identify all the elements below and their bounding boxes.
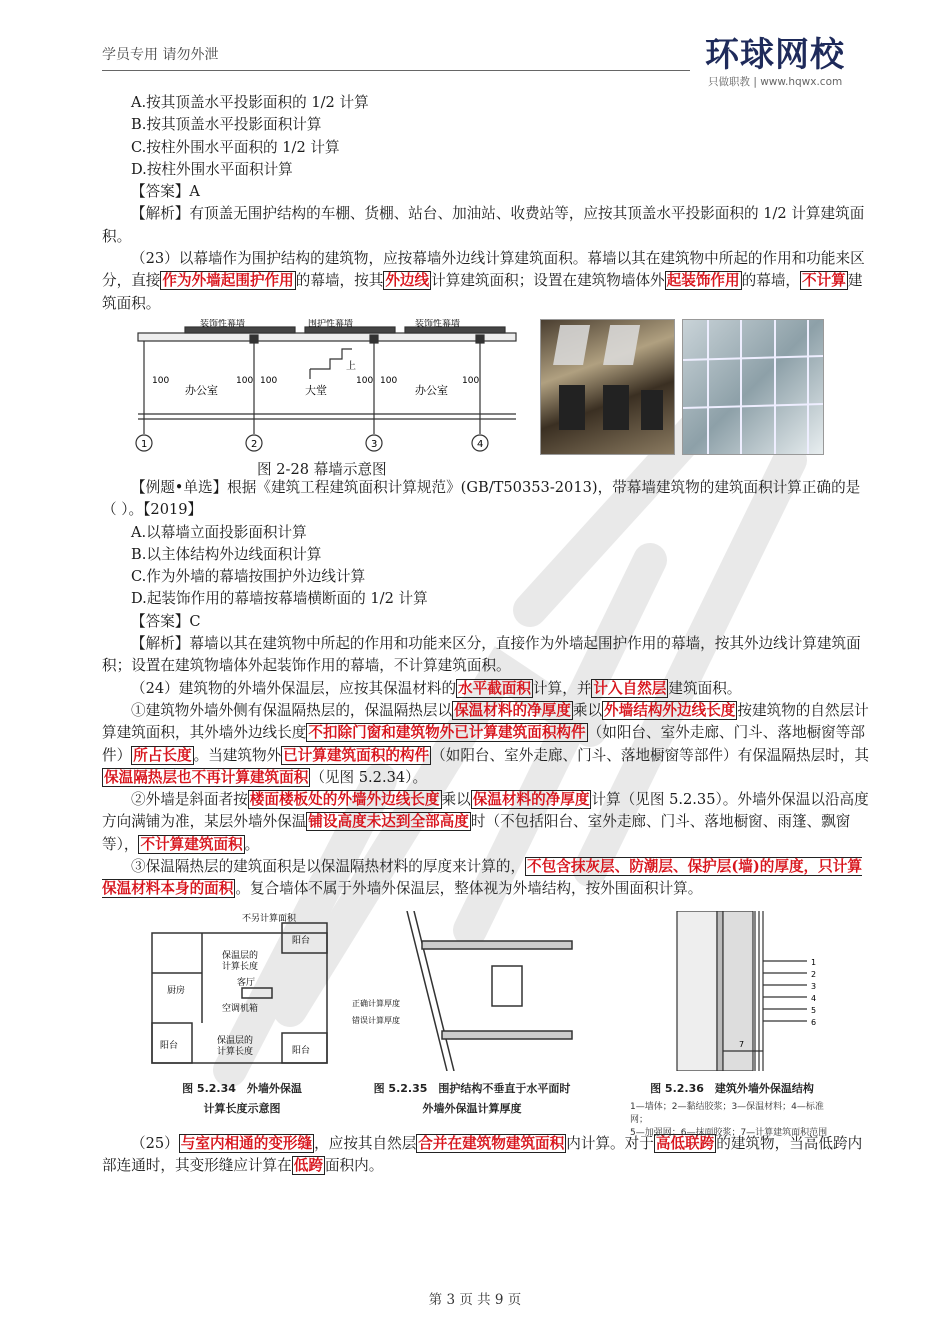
fig-dim: 100 (356, 375, 374, 386)
legend-line: 5—加强网；6—抹面胶浆；7—计算建筑面积范围 (630, 1127, 828, 1138)
highlight: 低跨 (293, 1156, 323, 1174)
highlight: 外墙结构外边线长度 (604, 701, 736, 719)
text: （23）以幕墙作为围护结构的建筑物，应按幕墙外边线计算建筑面积。幕墙以其在建筑物中所起的作用和功能来区分，直接 (102, 250, 865, 290)
label: 客厅 (237, 977, 256, 988)
fig-axis-4: 4 (477, 438, 484, 450)
highlight: 水平截面积 (458, 679, 532, 697)
example-option-d: D.起装饰作用的幕墙按幕墙横断面的 1/2 计算 (131, 590, 428, 608)
highlight: 楼面楼板处的外墙外边线长度 (249, 791, 440, 809)
label: 7 (739, 1039, 745, 1049)
text: 。当建筑物外 (193, 746, 282, 764)
q22-answer: 【答案】A (131, 183, 200, 201)
example-stem (102, 477, 872, 522)
analysis-label: 【解析】 (131, 205, 190, 223)
highlight: 起装饰作用 (666, 272, 740, 290)
text: 计算，并 (533, 679, 592, 697)
label: 保温层的 (222, 950, 259, 961)
fig-room-lobby: 大堂 (305, 383, 327, 397)
paragraph-2 (102, 789, 872, 856)
q22-option-c: C.按柱外围水平面积的 1/2 计算 (131, 138, 340, 156)
curtain-wall-photo-1 (540, 319, 675, 455)
text: 建筑面积。 (102, 272, 863, 312)
text: 的幕墙，按其 (295, 272, 384, 290)
q22-option-a: A.按其顶盖水平投影面积的 1/2 计算 (131, 94, 369, 111)
text: （如阳台、室外走廊、门斗、落地橱窗等部件）有保温隔热层时，其 (431, 746, 869, 764)
text: 。复合墙体不属于外墙外保温层，整体视为外墙结构，按外围面积计算。 (235, 880, 703, 898)
caption-line: 图 5.2.34 外墙外保温 (182, 1081, 302, 1095)
fig-axis-3: 3 (371, 438, 378, 450)
fig-dim: 100 (236, 375, 254, 386)
fig-room-office-2: 办公室 (415, 383, 448, 397)
curtain-wall-plan (130, 319, 530, 455)
label: 阳台 (160, 1040, 179, 1051)
legend-line: 1—墙体；2—黏结胶浆；3—保温材料；4—标准网； (630, 1101, 824, 1125)
text: 时（不包括阳台、室外走廊、门斗、落地橱窗、雨篷、飘窗等）， (102, 813, 851, 853)
example-option-b: B.以主体结构外边线面积计算 (131, 545, 322, 563)
logo (705, 36, 875, 96)
text: （见图 5.2.34）。 (310, 768, 428, 786)
highlight: 保温材料的净厚度 (472, 791, 590, 809)
fig-label-decorative-right: 装饰性幕墙 (415, 318, 461, 329)
label: 厨房 (167, 985, 186, 996)
example-stem-text: 根据《建筑工程建筑面积计算规范》(GB/T50353-2013)，带幕墙建筑物的建筑面积计算正确的是（ ）。【2019】 (102, 478, 861, 519)
text: （24）建筑物的外墙外保温层，应按其保温材料的 (131, 679, 457, 697)
figure-2-28-caption: 图 2-28 幕墙示意图 (257, 460, 387, 478)
highlight: 铺设高度未达到全部高度 (308, 813, 469, 831)
label: 阳台 (292, 935, 311, 946)
label: 不另计算面积 (242, 913, 297, 924)
example-answer: 【答案】C (131, 612, 201, 630)
text: 乘以 (441, 791, 471, 809)
caption-line: 外墙外保温计算厚度 (422, 1101, 522, 1115)
fig-label-enclosing: 围护性幕墙 (308, 318, 354, 329)
highlight: 计入自然层 (593, 679, 667, 697)
figure-5-2-34-caption (132, 1079, 352, 1119)
text: ，应按其自然层 (314, 1134, 417, 1152)
figure-5-2-36-legend (630, 1101, 840, 1140)
page-footer: 第 3 页 共 9 页 (428, 1292, 522, 1308)
caption-line: 计算长度示意图 (203, 1101, 281, 1115)
figure-5-2-36-drawing (647, 911, 827, 1071)
section-24 (102, 678, 872, 700)
highlight: 不扣除门窗和建筑物外已计算建筑面积构件 (308, 724, 586, 742)
text: 计算（见图 5.2.35）。外墙外保温以沿高度方向满铺为准，某层外墙外保温 (102, 791, 869, 831)
header-left-text: 学员专用 请勿外泄 (102, 47, 219, 63)
text: ③保温隔热层的建筑面积是以保温隔热材料的厚度来计算的， (131, 858, 526, 876)
text: 的建筑物，当高低跨内部连通时，其变形缝应计算在 (102, 1134, 863, 1174)
label: 计算长度 (217, 1046, 254, 1057)
analysis-text: 有顶盖无围护结构的车棚、货棚、站台、加油站、收费站等，应按其顶盖水平投影面积的 1/2 计算建筑面积。 (102, 205, 865, 245)
text: （如阳台、室外走廊、门斗、落地橱窗等部件） (102, 724, 865, 764)
label: 5 (811, 1005, 817, 1015)
paragraph-3 (102, 856, 872, 901)
text: 内计算。对于 (566, 1134, 654, 1152)
highlight: 作为外墙起围护作用 (162, 272, 294, 290)
curtain-wall-photo-2 (682, 319, 824, 455)
fig-stair-up: 上 (346, 360, 356, 372)
q22-analysis (102, 203, 872, 248)
header-divider (102, 70, 690, 71)
text: （25） (131, 1134, 179, 1152)
fig-axis-2: 2 (251, 438, 258, 450)
paragraph-1 (102, 700, 872, 789)
fig-axis-1: 1 (141, 438, 148, 450)
text: 建筑面积。 (668, 679, 742, 697)
example-prefix: 【例题•单选】 (131, 478, 228, 496)
text: 面积内。 (324, 1156, 384, 1174)
highlight: 外边线 (385, 272, 430, 290)
label: 阳台 (292, 1045, 311, 1056)
text: ②外墙是斜面者按 (131, 791, 248, 809)
analysis-text: 幕墙以其在建筑物中所起的作用和功能来区分，直接作为外墙起围护作用的幕墙，按其外边线计算建筑面积；设置在建筑物墙体外起装饰作用的幕墙，不计算建筑面积。 (102, 635, 861, 675)
text: 计算建筑面积；设置在建筑物墙体外 (431, 272, 665, 290)
text: 。 (244, 835, 260, 853)
label: 空调机箱 (222, 1003, 259, 1014)
logo-sub-text: 只做职教 | www.hqwx.com (708, 76, 843, 88)
text: 乘以 (572, 701, 603, 719)
fig-dim: 100 (152, 375, 170, 386)
figure-2-28 (102, 318, 872, 478)
highlight: 不包含抹灰层、防潮层、保护层(墙)的厚度，只计算保温材料本身的面积 (102, 858, 862, 898)
text: ①建筑物外墙外侧有保温隔热层的，保温隔热层以 (131, 701, 453, 719)
building-photo-graphic (541, 320, 674, 454)
figure-5-2-36-caption: 图 5.2.36 建筑外墙外保温结构 (650, 1081, 814, 1095)
highlight: 不计算 (802, 272, 846, 290)
figure-5-2-35-caption (352, 1079, 592, 1119)
figure-5-2-35-drawing (352, 911, 582, 1071)
label: 3 (811, 981, 817, 991)
example-option-c: C.作为外墙的幕墙按围护外边线计算 (131, 568, 366, 586)
example-option-a: A.以幕墙立面投影面积计算 (131, 523, 307, 541)
caption-line: 图 5.2.35 围护结构不垂直于水平面时 (373, 1081, 571, 1095)
q22-option-d: D.按柱外围水平面积计算 (131, 160, 293, 178)
highlight: 不计算建筑面积 (140, 835, 243, 853)
highlight: 与室内相通的变形缝 (180, 1134, 313, 1152)
highlight: 保温隔热层也不再计算建筑面积 (104, 768, 309, 786)
example-analysis (102, 633, 872, 678)
label: 保温层的 (217, 1035, 254, 1046)
page-content (102, 92, 872, 1177)
highlight: 保温材料的净厚度 (454, 701, 571, 719)
q22-option-b: B.按其顶盖水平投影面积计算 (131, 116, 322, 134)
figure-5-2-34-drawing (142, 913, 342, 1073)
label: 6 (811, 1017, 817, 1027)
analysis-label: 【解析】 (131, 635, 190, 653)
glass-grid-graphic (683, 320, 823, 454)
logo-main-text: 环球网校 (705, 35, 845, 75)
fig-room-office-1: 办公室 (185, 383, 218, 397)
fig-dim: 100 (380, 375, 398, 386)
label: 计算长度 (222, 961, 259, 972)
highlight: 已计算建筑面积的构件 (283, 746, 430, 764)
label: 2 (811, 969, 817, 979)
text: 按建筑物的自然层计算建筑面积，其外墙外边线长度 (102, 701, 869, 742)
fig-dim: 100 (462, 375, 480, 386)
highlight: 高低联跨 (655, 1134, 715, 1152)
fig-dim: 100 (260, 375, 278, 386)
label: 1 (811, 957, 817, 967)
text: 的幕墙， (741, 272, 801, 290)
highlight: 所占长度 (133, 746, 192, 764)
label: 错误计算厚度 (352, 1015, 400, 1025)
section-23 (102, 248, 872, 315)
highlight: 合并在建筑物建筑面积 (418, 1134, 565, 1152)
fig-label-decorative-left: 装饰性幕墙 (200, 318, 246, 329)
figures-row (102, 911, 872, 1138)
label: 正确计算厚度 (352, 998, 400, 1008)
label: 4 (811, 993, 817, 1003)
